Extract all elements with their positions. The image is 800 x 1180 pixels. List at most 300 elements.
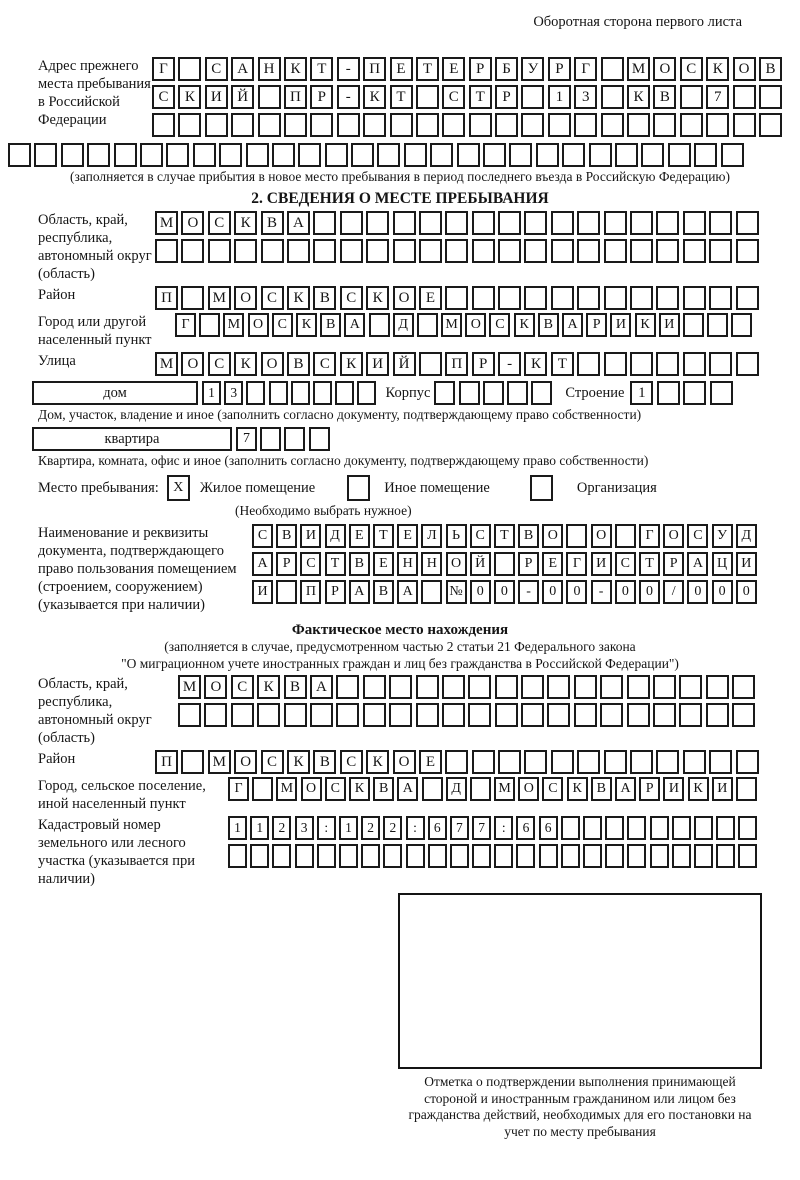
char-box[interactable] [509, 143, 532, 167]
char-box[interactable] [524, 211, 547, 235]
char-box[interactable] [709, 750, 732, 774]
char-box[interactable] [551, 750, 574, 774]
char-box[interactable] [472, 239, 495, 263]
char-box[interactable]: Р [310, 85, 333, 109]
char-box[interactable]: Г [566, 552, 587, 576]
char-box[interactable] [422, 777, 443, 801]
char-box[interactable]: В [538, 313, 559, 337]
char-box[interactable] [656, 211, 679, 235]
char-box[interactable] [498, 211, 521, 235]
char-box[interactable] [574, 113, 597, 137]
char-box[interactable] [231, 113, 254, 137]
char-box[interactable] [419, 211, 442, 235]
char-box[interactable]: М [208, 286, 231, 310]
char-box[interactable]: В [320, 313, 341, 337]
char-box[interactable]: О [204, 675, 227, 699]
char-box[interactable] [583, 816, 602, 840]
char-box[interactable] [442, 703, 465, 727]
char-box[interactable] [313, 211, 336, 235]
char-box[interactable]: Т [551, 352, 574, 376]
char-box[interactable]: П [155, 750, 178, 774]
char-box[interactable] [193, 143, 216, 167]
char-box[interactable] [653, 675, 676, 699]
char-box[interactable]: Т [310, 57, 333, 81]
char-box[interactable]: К [688, 777, 709, 801]
char-box[interactable] [284, 427, 305, 451]
char-box[interactable] [140, 143, 163, 167]
char-box[interactable] [680, 113, 703, 137]
char-box[interactable]: Е [390, 57, 413, 81]
char-box[interactable]: № [446, 580, 467, 604]
char-box[interactable]: С [680, 57, 703, 81]
char-box[interactable]: 1 [548, 85, 571, 109]
char-box[interactable]: О [518, 777, 539, 801]
char-box[interactable] [389, 675, 412, 699]
char-box[interactable]: М [494, 777, 515, 801]
char-box[interactable] [377, 143, 400, 167]
char-box[interactable] [683, 381, 706, 405]
char-box[interactable]: 7 [706, 85, 729, 109]
char-box[interactable] [178, 113, 201, 137]
char-box[interactable] [630, 352, 653, 376]
char-box[interactable] [656, 286, 679, 310]
char-box[interactable] [416, 113, 439, 137]
char-box[interactable] [419, 352, 442, 376]
char-box[interactable]: К [635, 313, 656, 337]
char-box[interactable] [694, 816, 713, 840]
char-box[interactable]: 2 [361, 816, 380, 840]
char-box[interactable] [694, 844, 713, 868]
char-box[interactable] [325, 143, 348, 167]
char-box[interactable]: К [340, 352, 363, 376]
char-box[interactable] [679, 703, 702, 727]
char-box[interactable] [716, 844, 735, 868]
char-box[interactable] [721, 143, 744, 167]
char-box[interactable]: С [272, 313, 293, 337]
char-box[interactable] [601, 113, 624, 137]
char-box[interactable]: : [317, 816, 336, 840]
char-box[interactable]: Г [228, 777, 249, 801]
char-box[interactable]: С [615, 552, 636, 576]
char-box[interactable] [736, 211, 759, 235]
char-box[interactable] [709, 239, 732, 263]
char-box[interactable] [494, 844, 513, 868]
checkbox-residential-premises[interactable]: X [167, 475, 190, 501]
char-box[interactable]: К [178, 85, 201, 109]
char-box[interactable] [310, 703, 333, 727]
char-box[interactable] [627, 816, 646, 840]
char-box[interactable]: О [542, 524, 563, 548]
char-box[interactable] [604, 211, 627, 235]
char-box[interactable]: Г [639, 524, 660, 548]
char-box[interactable]: О [393, 286, 416, 310]
char-box[interactable]: И [736, 552, 757, 576]
char-box[interactable]: Р [548, 57, 571, 81]
char-box[interactable]: А [615, 777, 636, 801]
char-box[interactable]: О [446, 552, 467, 576]
char-box[interactable]: В [313, 750, 336, 774]
char-box[interactable] [231, 703, 254, 727]
char-box[interactable]: О [591, 524, 612, 548]
char-box[interactable] [258, 85, 281, 109]
char-box[interactable]: Д [736, 524, 757, 548]
char-box[interactable] [284, 703, 307, 727]
char-box[interactable] [709, 352, 732, 376]
char-box[interactable]: П [363, 57, 386, 81]
char-box[interactable]: М [276, 777, 297, 801]
char-box[interactable] [498, 286, 521, 310]
char-box[interactable] [630, 239, 653, 263]
char-box[interactable] [495, 703, 518, 727]
char-box[interactable]: О [393, 750, 416, 774]
char-box[interactable] [199, 313, 220, 337]
char-box[interactable] [428, 844, 447, 868]
char-box[interactable] [672, 816, 691, 840]
char-box[interactable]: С [300, 552, 321, 576]
char-box[interactable] [361, 844, 380, 868]
char-box[interactable] [114, 143, 137, 167]
char-box[interactable] [551, 211, 574, 235]
char-box[interactable] [416, 675, 439, 699]
char-box[interactable] [291, 381, 310, 405]
char-box[interactable]: С [231, 675, 254, 699]
char-box[interactable]: - [337, 57, 360, 81]
char-box[interactable] [434, 381, 455, 405]
char-box[interactable] [656, 239, 679, 263]
char-box[interactable]: К [287, 750, 310, 774]
char-box[interactable] [495, 675, 518, 699]
char-box[interactable] [627, 113, 650, 137]
char-box[interactable]: Т [390, 85, 413, 109]
char-box[interactable]: Т [469, 85, 492, 109]
char-box[interactable]: Н [258, 57, 281, 81]
char-box[interactable] [261, 239, 284, 263]
char-box[interactable]: К [234, 211, 257, 235]
char-box[interactable]: 2 [383, 816, 402, 840]
char-box[interactable]: 0 [639, 580, 660, 604]
char-box[interactable]: 0 [470, 580, 491, 604]
char-box[interactable] [34, 143, 57, 167]
char-box[interactable]: Т [325, 552, 346, 576]
char-box[interactable] [539, 844, 558, 868]
char-box[interactable]: С [261, 286, 284, 310]
char-box[interactable] [583, 844, 602, 868]
char-box[interactable] [298, 143, 321, 167]
char-box[interactable]: Е [542, 552, 563, 576]
char-box[interactable] [531, 381, 552, 405]
char-box[interactable]: О [181, 211, 204, 235]
char-box[interactable] [656, 352, 679, 376]
char-box[interactable] [630, 286, 653, 310]
char-box[interactable] [672, 844, 691, 868]
char-box[interactable]: К [234, 352, 257, 376]
char-box[interactable]: С [261, 750, 284, 774]
char-box[interactable] [706, 703, 729, 727]
char-box[interactable]: А [687, 552, 708, 576]
char-box[interactable]: А [562, 313, 583, 337]
char-box[interactable] [736, 750, 759, 774]
char-box[interactable] [605, 816, 624, 840]
char-box[interactable] [219, 143, 242, 167]
char-box[interactable]: 6 [539, 816, 558, 840]
char-box[interactable] [178, 57, 201, 81]
char-box[interactable] [246, 381, 265, 405]
char-box[interactable]: С [208, 352, 231, 376]
char-box[interactable]: А [397, 777, 418, 801]
char-box[interactable]: С [252, 524, 273, 548]
char-box[interactable]: Р [663, 552, 684, 576]
char-box[interactable] [738, 816, 757, 840]
dom-field-box[interactable]: дом [32, 381, 198, 405]
char-box[interactable]: К [514, 313, 535, 337]
char-box[interactable]: - [591, 580, 612, 604]
char-box[interactable]: 0 [542, 580, 563, 604]
char-box[interactable]: О [653, 57, 676, 81]
char-box[interactable]: И [366, 352, 389, 376]
char-box[interactable] [577, 239, 600, 263]
char-box[interactable]: 3 [574, 85, 597, 109]
char-box[interactable]: И [205, 85, 228, 109]
char-box[interactable] [709, 211, 732, 235]
char-box[interactable]: 0 [494, 580, 515, 604]
char-box[interactable] [694, 143, 717, 167]
char-box[interactable]: К [284, 57, 307, 81]
char-box[interactable] [442, 675, 465, 699]
char-box[interactable]: 6 [428, 816, 447, 840]
char-box[interactable] [709, 286, 732, 310]
char-box[interactable] [389, 703, 412, 727]
char-box[interactable]: С [152, 85, 175, 109]
char-box[interactable]: Т [416, 57, 439, 81]
char-box[interactable]: С [340, 750, 363, 774]
char-box[interactable]: В [759, 57, 782, 81]
char-box[interactable] [615, 143, 638, 167]
char-box[interactable] [738, 844, 757, 868]
char-box[interactable]: А [287, 211, 310, 235]
char-box[interactable] [357, 381, 376, 405]
char-box[interactable] [736, 286, 759, 310]
char-box[interactable] [295, 844, 314, 868]
char-box[interactable] [406, 844, 425, 868]
char-box[interactable]: К [366, 286, 389, 310]
char-box[interactable]: 0 [687, 580, 708, 604]
char-box[interactable]: С [489, 313, 510, 337]
char-box[interactable] [498, 750, 521, 774]
char-box[interactable]: О [248, 313, 269, 337]
char-box[interactable]: Р [586, 313, 607, 337]
char-box[interactable]: С [687, 524, 708, 548]
char-box[interactable] [577, 352, 600, 376]
char-box[interactable] [284, 113, 307, 137]
char-box[interactable] [272, 143, 295, 167]
char-box[interactable] [627, 703, 650, 727]
char-box[interactable]: К [363, 85, 386, 109]
char-box[interactable] [445, 286, 468, 310]
char-box[interactable] [404, 143, 427, 167]
char-box[interactable]: М [223, 313, 244, 337]
char-box[interactable] [252, 777, 273, 801]
char-box[interactable] [87, 143, 110, 167]
char-box[interactable]: О [733, 57, 756, 81]
char-box[interactable] [650, 844, 669, 868]
char-box[interactable] [574, 675, 597, 699]
char-box[interactable] [269, 381, 288, 405]
char-box[interactable] [416, 703, 439, 727]
char-box[interactable] [468, 675, 491, 699]
char-box[interactable]: Ь [446, 524, 467, 548]
char-box[interactable]: - [337, 85, 360, 109]
char-box[interactable]: Б [495, 57, 518, 81]
char-box[interactable]: С [313, 352, 336, 376]
char-box[interactable]: Т [639, 552, 660, 576]
char-box[interactable] [732, 703, 755, 727]
char-box[interactable]: А [310, 675, 333, 699]
char-box[interactable]: Р [469, 57, 492, 81]
char-box[interactable]: О [234, 750, 257, 774]
char-box[interactable]: / [663, 580, 684, 604]
char-box[interactable] [566, 524, 587, 548]
char-box[interactable] [601, 57, 624, 81]
char-box[interactable] [551, 239, 574, 263]
char-box[interactable]: 0 [736, 580, 757, 604]
char-box[interactable]: О [465, 313, 486, 337]
char-box[interactable] [641, 143, 664, 167]
char-box[interactable] [507, 381, 528, 405]
char-box[interactable] [205, 113, 228, 137]
char-box[interactable] [706, 675, 729, 699]
char-box[interactable] [521, 675, 544, 699]
char-box[interactable]: Е [419, 286, 442, 310]
char-box[interactable] [521, 113, 544, 137]
char-box[interactable] [548, 113, 571, 137]
char-box[interactable] [155, 239, 178, 263]
char-box[interactable] [250, 844, 269, 868]
char-box[interactable] [495, 113, 518, 137]
char-box[interactable] [336, 675, 359, 699]
char-box[interactable]: О [261, 352, 284, 376]
char-box[interactable] [524, 286, 547, 310]
char-box[interactable] [470, 777, 491, 801]
char-box[interactable] [166, 143, 189, 167]
char-box[interactable] [339, 844, 358, 868]
char-box[interactable] [468, 703, 491, 727]
char-box[interactable]: О [181, 352, 204, 376]
char-box[interactable] [759, 85, 782, 109]
checkbox-organization[interactable] [530, 475, 553, 501]
char-box[interactable]: В [518, 524, 539, 548]
char-box[interactable] [457, 143, 480, 167]
char-box[interactable] [733, 85, 756, 109]
char-box[interactable]: О [234, 286, 257, 310]
char-box[interactable] [759, 113, 782, 137]
char-box[interactable]: А [252, 552, 273, 576]
char-box[interactable] [680, 85, 703, 109]
char-box[interactable]: В [349, 552, 370, 576]
char-box[interactable] [732, 675, 755, 699]
char-box[interactable] [577, 286, 600, 310]
char-box[interactable] [366, 239, 389, 263]
char-box[interactable] [260, 427, 281, 451]
char-box[interactable]: К [567, 777, 588, 801]
char-box[interactable]: А [344, 313, 365, 337]
char-box[interactable]: П [445, 352, 468, 376]
char-box[interactable]: К [257, 675, 280, 699]
char-box[interactable] [516, 844, 535, 868]
char-box[interactable]: В [313, 286, 336, 310]
char-box[interactable] [152, 113, 175, 137]
char-box[interactable] [337, 113, 360, 137]
char-box[interactable]: 0 [566, 580, 587, 604]
char-box[interactable] [208, 239, 231, 263]
char-box[interactable] [366, 211, 389, 235]
char-box[interactable]: Н [421, 552, 442, 576]
char-box[interactable]: 0 [712, 580, 733, 604]
char-box[interactable] [547, 703, 570, 727]
char-box[interactable] [736, 239, 759, 263]
char-box[interactable]: 1 [228, 816, 247, 840]
char-box[interactable]: Р [325, 580, 346, 604]
char-box[interactable] [615, 524, 636, 548]
char-box[interactable]: Н [397, 552, 418, 576]
char-box[interactable] [483, 381, 504, 405]
char-box[interactable] [668, 143, 691, 167]
char-box[interactable]: П [300, 580, 321, 604]
char-box[interactable]: Р [495, 85, 518, 109]
char-box[interactable] [498, 239, 521, 263]
char-box[interactable]: С [208, 211, 231, 235]
char-box[interactable]: А [349, 580, 370, 604]
char-box[interactable] [276, 580, 297, 604]
char-box[interactable] [234, 239, 257, 263]
char-box[interactable]: - [518, 580, 539, 604]
char-box[interactable] [369, 313, 390, 337]
char-box[interactable]: 3 [224, 381, 243, 405]
char-box[interactable] [547, 675, 570, 699]
char-box[interactable]: 1 [202, 381, 221, 405]
char-box[interactable]: М [208, 750, 231, 774]
char-box[interactable]: Е [373, 552, 394, 576]
char-box[interactable] [656, 750, 679, 774]
char-box[interactable] [630, 750, 653, 774]
char-box[interactable]: 3 [295, 816, 314, 840]
char-box[interactable] [536, 143, 559, 167]
char-box[interactable]: С [340, 286, 363, 310]
char-box[interactable] [336, 703, 359, 727]
char-box[interactable] [710, 381, 733, 405]
char-box[interactable] [551, 286, 574, 310]
char-box[interactable]: : [406, 816, 425, 840]
char-box[interactable] [604, 239, 627, 263]
char-box[interactable] [650, 816, 669, 840]
char-box[interactable]: : [494, 816, 513, 840]
char-box[interactable] [393, 211, 416, 235]
char-box[interactable] [604, 750, 627, 774]
char-box[interactable]: Д [393, 313, 414, 337]
char-box[interactable]: И [252, 580, 273, 604]
char-box[interactable]: 7 [450, 816, 469, 840]
char-box[interactable] [430, 143, 453, 167]
char-box[interactable] [393, 239, 416, 263]
char-box[interactable]: В [276, 524, 297, 548]
char-box[interactable] [340, 239, 363, 263]
char-box[interactable]: 2 [272, 816, 291, 840]
char-box[interactable] [627, 675, 650, 699]
char-box[interactable] [472, 844, 491, 868]
char-box[interactable] [450, 844, 469, 868]
char-box[interactable] [472, 286, 495, 310]
char-box[interactable] [600, 675, 623, 699]
char-box[interactable]: М [155, 211, 178, 235]
